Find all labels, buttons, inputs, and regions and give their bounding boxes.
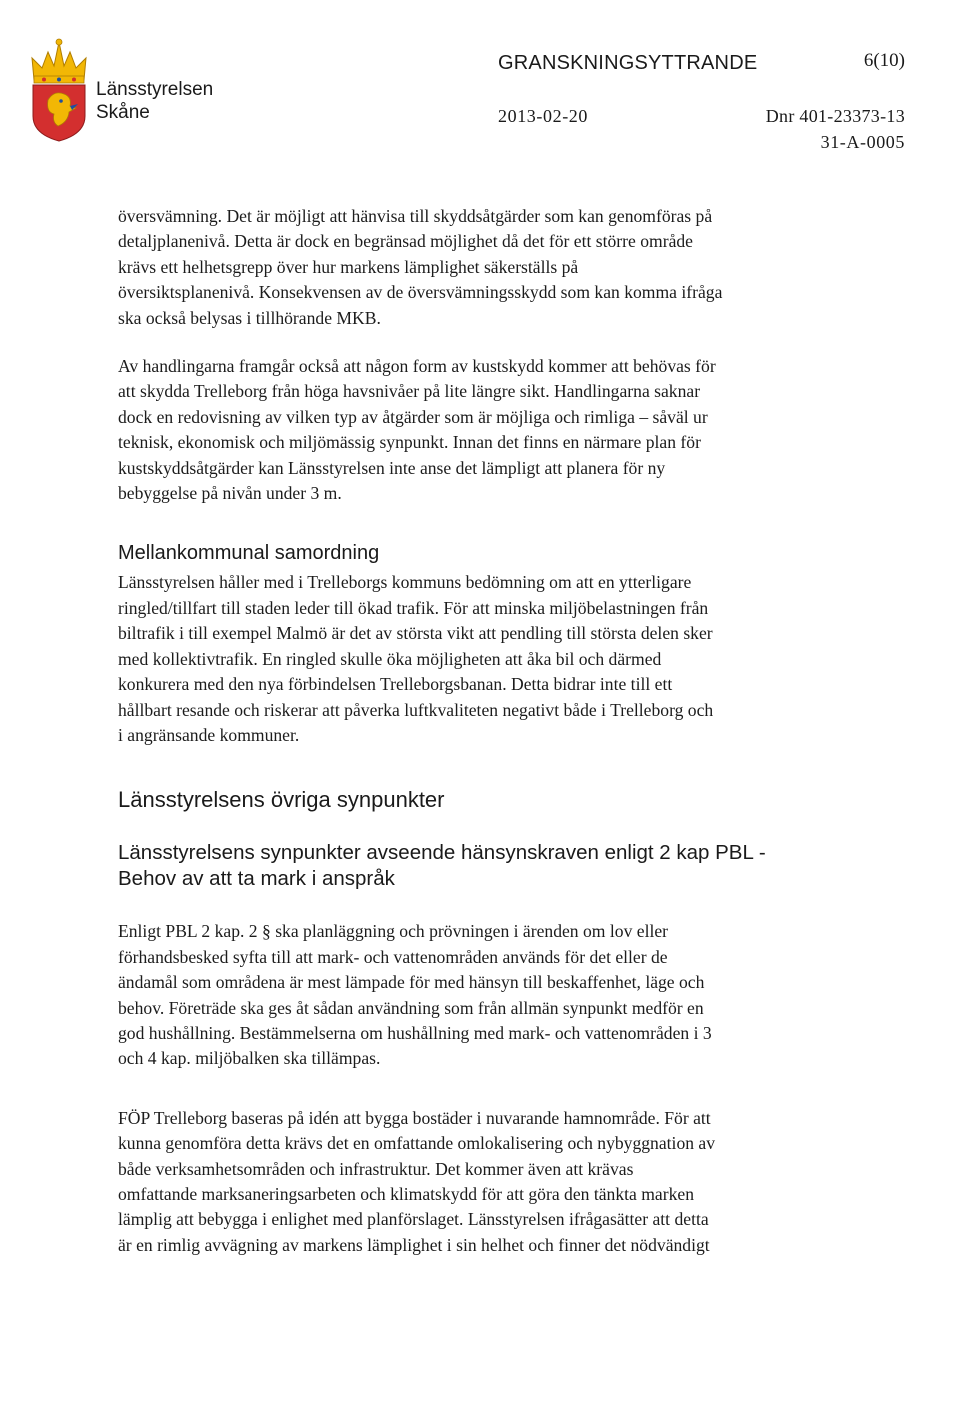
heading-intermunicipal-coordination: Mellankommunal samordning xyxy=(118,542,380,565)
case-code: 31-A-0005 xyxy=(820,132,905,152)
text-line: med kollektivtrafik. En ringled skulle öka möjligheten att åka bil och därmed xyxy=(118,648,662,669)
county-coat-of-arms-logo xyxy=(28,38,90,142)
organization-name xyxy=(96,78,213,124)
text-line: är en rimlig avvägning av markens lämplighet i sin helhet och finner det nödvändigt xyxy=(118,1234,710,1255)
heading-other-viewpoints: Länsstyrelsens övriga synpunkter xyxy=(118,787,445,813)
text-line: konkurera med den nya förbindelsen Trelleborgsbanan. Detta bidrar inte till ett xyxy=(118,674,673,695)
text-line: kunna genomföra detta krävs det en omfattande omlokalisering och nybyggnation av xyxy=(118,1133,716,1154)
diary-number: Dnr 401-23373-13 xyxy=(765,106,905,126)
text-line: ändamål som områdena är mest lämpade för med hänsyn till beskaffenhet, läge och xyxy=(118,972,705,993)
heading-consideration-requirements xyxy=(118,840,778,892)
text-line: både verksamhetsområden och infrastruktur. Det kommer även att krävas xyxy=(118,1158,634,1179)
text-line: FÖP Trelleborg baseras på idén att bygga bostäder i nuvarande hamnområde. För att xyxy=(118,1107,711,1128)
text-line: ringled/tillfart till staden leder till ökad trafik. För att minska miljöbelastningen från xyxy=(118,597,709,618)
organization-name-line1: Länsstyrelsen xyxy=(96,79,214,100)
document-type: GRANSKNINGSYTTRANDE xyxy=(498,52,758,74)
text-line: förhandsbesked syfta till att mark- och vattenområden används för det eller de xyxy=(118,946,668,967)
text-line: dock en redovisning av vilken typ av åtgärder som är möjliga och rimliga – såväl ur xyxy=(118,406,708,427)
crown-icon xyxy=(32,39,86,83)
text-line: teknisk, ekonomisk och miljömässig synpunkt. Innan det finns en närmare plan för xyxy=(118,432,701,453)
document-body xyxy=(118,204,808,1258)
heading-line: Länsstyrelsens synpunkter avseende hänsynskraven enligt 2 kap PBL - xyxy=(118,841,766,865)
paragraph-fop-trelleborg xyxy=(118,1106,808,1258)
organization-name-line2: Skåne xyxy=(96,102,150,123)
paragraph-pbl-chapter-2 xyxy=(118,919,808,1071)
text-line: Länsstyrelsen håller med i Trelleborgs kommuns bedömning om att en ytterligare xyxy=(118,572,692,593)
text-line: biltrafik i till exempel Malmö är det av största vikt att pendling till största delen sker xyxy=(118,623,713,644)
text-line: god hushållning. Bestämmelserna om hushållning med mark- och vattenområden i 3 xyxy=(118,1022,712,1043)
text-line: i angränsande kommuner. xyxy=(118,724,300,745)
text-line: och 4 kap. miljöbalken ska tillämpas. xyxy=(118,1048,381,1069)
text-line: lämplig att bebygga i enlighet med planförslaget. Länsstyrelsen ifrågasätter att detta xyxy=(118,1209,709,1230)
shield-icon xyxy=(33,85,85,141)
text-line: Enligt PBL 2 kap. 2 § ska planläggning och prövningen i ärenden om lov eller xyxy=(118,921,669,942)
text-line: behov. Företräde ska ges åt sådan användning som från allmän synpunkt medför en xyxy=(118,997,704,1018)
document-date: 2013-02-20 xyxy=(498,106,588,126)
letterhead xyxy=(0,0,960,170)
text-line: hållbart resande och riskerar att påverka luftkvaliteten negativt både i Trelleborg och xyxy=(118,699,714,720)
text-line: Av handlingarna framgår också att någon form av kustskydd kommer att behövas för xyxy=(118,356,716,377)
text-line: krävs ett helhetsgrepp över hur markens lämplighet säkerställs på xyxy=(118,256,579,277)
page-number: 6(10) xyxy=(863,50,905,71)
text-line: omfattande marksaneringsarbeten och klimatskydd för att göra den tänkta marken xyxy=(118,1183,694,1204)
text-line: detaljplanenivå. Detta är dock en begränsad möjlighet då det för ett större område xyxy=(118,231,693,252)
text-line: översiktsplanenivå. Konsekvensen av de översvämningsskydd som kan komma ifråga xyxy=(118,282,723,303)
text-line: översvämning. Det är möjligt att hänvisa till skyddsåtgärder som kan genomföras på xyxy=(118,206,713,226)
text-line: bebyggelse på nivån under 3 m. xyxy=(118,483,342,504)
paragraph-flood-protection xyxy=(118,204,808,331)
text-line: ska också belysas i tillhörande MKB. xyxy=(118,307,381,328)
paragraph-ring-road xyxy=(118,570,808,748)
paragraph-coastal-protection xyxy=(118,354,808,506)
text-line: kustskyddsåtgärder kan Länsstyrelsen inte anse det lämpligt att planera för ny xyxy=(118,457,666,478)
text-line: att skydda Trelleborg från höga havsnivåer på lite längre sikt. Handlingarna saknar xyxy=(118,381,701,402)
heading-line: Behov av att ta mark i anspråk xyxy=(118,867,395,891)
